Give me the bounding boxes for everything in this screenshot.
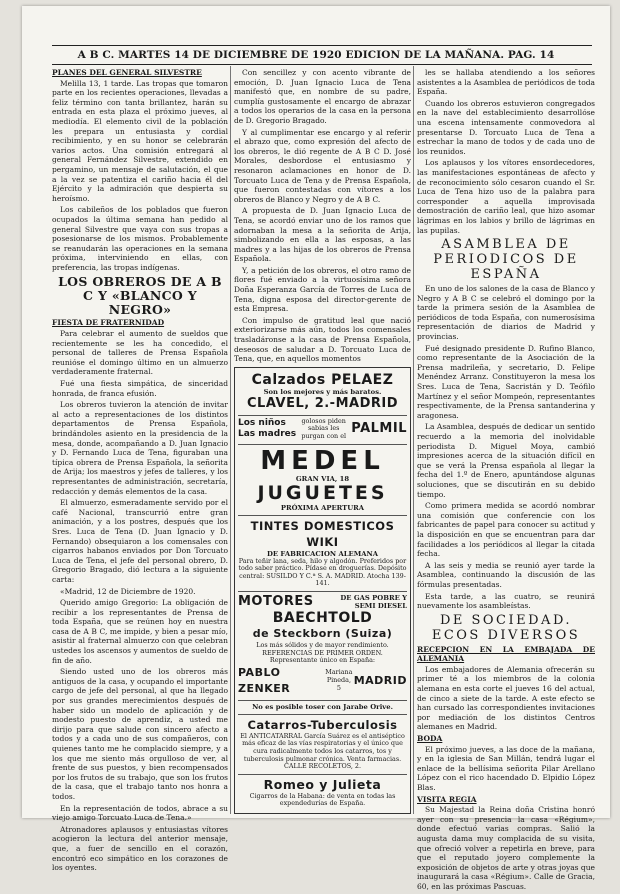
headline-asamblea: ASAMBLEA DE PERIODICOS DE ESPAÑA [433,237,579,283]
article-paragraph: Atronadores aplausos y entusiastas vítores acogieron la lectura del anterior mensaje, que, a fuer de sencillo en el corazón, encontró eco simpático en los corazones de los oyentes. [52,824,228,873]
ad-motores [238,592,407,701]
ad-motores-origin: de Steckborn (Suiza) [252,626,393,640]
ad-catarros-text: El ANTICATARRAL García Suárez es el antiséptico más eficaz de las vías respiratorias y el único que cura radicalmente todos los catarros, tos y tuberculosis pulmonar crónica. Venta farmacias. CALLE RECOLETOS, 2. [240,731,405,771]
article-paragraph: La Asamblea, después de dedicar un sentido recuerdo a la memoria del inolvidable periodista D. Miguel Moya, cambió impresiones acerca de la situación difícil en que se verá la Prensa española al llegar la fecha del 1.º de Enero, apuntándose algunas soluciones, que se discutirán en su debido tiempo. [417,422,595,499]
article-paragraph: Los cabileños de los poblados que fueron ocupados la última semana han pedido al general Silvestre que vaya con sus tropas a posesionarse de los mismos. Probablemente se reanudarán las operaciones en la semana próxima, interviniendo en ellas, con preferencia, las tropas indígenas. [52,205,228,272]
article-paragraph: les se hallaba atendiendo a los señores asistentes a la Asamblea de periódicos de toda España. [417,68,595,97]
subheading-fiesta: FIESTA DE FRATERNIDAD [52,318,165,328]
ad-tintes-text: Para teñir lana, seda, hilo y algodón. Preferidos por todo saber práctico. Pídase en droguerías. Depósito central: SUSILDO Y C.ª S. A. MADRID. Atocha 139-141. [238,556,407,588]
ad-tintes-name: TINTES DOMESTICOS WIKI [250,518,395,549]
ad-motores-text: Los más sólidos y de mayor rendimiento. REFERENCIAS DE PRIMER ORDEN. Representante único en España: [256,640,389,665]
ad-motores-brand: BAECHTOLD [272,609,373,626]
ad-medel-address: GRAN VIA, 18 [295,474,350,483]
article-paragraph: Su Majestad la Reina doña Cristina honró ayer con su presencia la casa «Régium», donde efectuó varias compras. Salió la augusta dama muy complacida de su visita, que ofreció volver a repetirla en breve, para que el reputado joyero complemente la exposición de objetos de arte y otras joyas que inaugurará la casa «Régium». Calle de Gracia, 60, en las próximas Pascuas. [417,805,595,891]
article-paragraph: Melilla 13, 1 tarde. Las tropas que tomaron parte en los recientes operaciones, llevadas a feliz término con tanta brillantez, harán su entrada en esta plaza el próximo jueves, al mediodía. El elemento civil de la población les prepara un entusiasta y cordial recibimiento, y en su honor se celebrarán varios actos. Una comisión entregará al general Fernández Silvestre, extendido en pergamino, un mensaje de salutación, el que a la vez se patentiza el cariño hacia él del Ejército y la admiración que despierta su heroísmo. [52,78,228,203]
ad-palmil-brand: PALMIL [351,421,407,437]
ad-motores-agent-city: MADRID [353,673,407,687]
article-paragraph: El almuerzo, esmeradamente servido por el café Nacional, transcurrió entre gran animación, y a los postres, después que los Sres. Luca de Tena (D. Juan Ignacio y D. Fernando) obsequiaron a los comensales con cigarros habanos enviados por Don Torcuato Luca de Tena, el jefe del personal obrero, D. Gregorio Bragado, dió lectura a la siguiente carta: [52,498,228,584]
header-rule-top [52,45,592,46]
letter-paragraph: Querido amigo Gregorio: La obligación de recibir a los representantes de Prensa de toda España, que se reúnen hoy en nuestra casa de A B C, me impide, y bien a pesar mío, asistir al fraternal almuerzo con que celebran ustedes los ascensos y aumentos de sueldo de fin de año. [52,598,228,665]
page-header: A B C. MARTES 14 DE DICIEMBRE DE 1920 EDICION DE LA MAÑANA. PAG. 14 [77,49,555,61]
ad-motores-agent-address: Mariana Pineda, 5 [325,668,353,692]
ad-motores-agent: PABLO ZENKER [238,665,291,695]
letter-paragraph: Siendo usted uno de los obreros más antiguos de la casa, y ocupando el importante cargo de jefe del personal, al que ha llegado por sus grandes merecimientos después de haber sido un modelo de aplicación y de modesto puesto de aprendiz, a usted me dirijo para que salude con sincero afecto a todos y a cada uno de sus compañeros, con quienes tanto me he complacido siempre, y a los que me siento más orgulloso de ver, al frente de sus puestos, y bien recompensados por los frutos de su trabajo, que son los frutos de la casa, que el trabajo tanto nos honra a todos. [52,667,228,801]
article-paragraph: Y al cumplimentar ese encargo y al referir el abrazo que, como expresión del afecto de los obreros, le dió regente de A B C D. José Morales, desbordose el entusiasmo y resonaron aclamaciones en honor de D. Torcuato Luca de Tena y de Prensa Española, que fueron contestadas con vítores a los obreros de Blanco y Negro y de A B C. [234,127,411,204]
article-paragraph: Como primera medida se acordó nombrar una comisión que conferencie con los fabricantes de papel para conocer su actitud y la disposición en que se encuentran para dar facilidades a los periódicos al llegar la citada fecha. [417,501,595,559]
ad-palmil-middle: golosos piden sabias les purgan con el [301,416,347,440]
ad-catarros [238,715,407,775]
column-middle [234,68,411,814]
article-paragraph: Con sencillez y con acento vibrante de emoción, D. Juan Ignacio Luca de Tena manifestó que, en nombre de su padre, cumplía gustosamente el encargo de abrazar a todos los operarios de la casa en la persona de D. Gregorio Bragado. [234,68,411,125]
ad-medel [238,445,407,516]
article-paragraph: Los obreros tuvieron la atención de invitar al acto a representaciones de los distintos departamentos de Prensa Española, brindándoles asiento en la presidencia de la mesa, donde, acompañando a D. Juan Ignacio y D. Fernando Luca de Tena, figuraban una típica obrera de Prensa Española, la señorita de Arija; los maestros y jefes de talleres, y los representantes de administración, secretaría, redacción y demás elementos de la casa. [52,400,228,496]
letter-date: «Madrid, 12 de Diciembre de 1920. [60,586,196,596]
article-paragraph: El próximo jueves, a las doce de la mañana, y en la iglesia de San Millán, tendrá lugar el enlace de la bellísima señorita Pilar Arellano López con el rico hacendado D. Elpidio López Blas. [417,744,595,792]
article-paragraph: Los aplausos y los vítores ensordecedores, las manifestaciones espontáneas de afecto y de reconocimiento sólo cesaron cuando el Sr. Luca de Tena hizo uso de la palabra para corresponder a aquella improvisada demostración de cariño leal, que hizo asomar lágrimas en los labios y brillo de lágrimas en las pupilas. [417,158,595,235]
ad-palmil [238,416,407,445]
ad-calzados-name: Calzados PELAEZ [251,371,394,388]
article-paragraph: Para celebrar el aumento de sueldos que recientemente se les ha concedido, el personal de talleres de Prensa Española reunióse el domingo último en un almuerzo verdaderamente fraternal. [52,329,228,377]
ad-jarabe: No es posible toser con Jarabe Orive. [238,701,407,715]
column-divider [230,66,231,814]
article-paragraph: Los embajadores de Alemania ofrecerán su primer té a los miembros de la colonia alemana en esta corte el jueves 16 del actual, de cinco a siete de la tarde. A este efecto se han cursado las correspondientes invitaciones por mediación de los distintos Centros alemanes en Madrid. [417,664,595,732]
ad-tintes [238,516,407,592]
section-heading-planes: PLANES DEL GENERAL SILVESTRE [52,68,202,77]
article-paragraph: Y, a petición de los obreros, el otro ramo de flores fué enviado a la virtuosísima señora Doña Esperanza García de Torres de Luca de Tena, digna esposa del director-gerente de esta Empresa. [234,265,411,314]
ad-romeo-head: Romeo y Julieta [263,776,382,792]
subheading-recepcion: RECEPCION EN LA EMBAJADA DE ALEMANIA [417,644,595,664]
ad-calzados [238,370,407,416]
ad-romeo [238,775,407,811]
subheading-visita: VISITA REGIA [417,794,477,804]
article-paragraph: Fué una fiesta simpática, de sinceridad honrada, de franca efusión. [52,379,228,398]
ad-tintes-sub: DE FABRICACION ALEMANA [266,549,378,558]
ad-palmil-line2: Las madres [238,429,297,440]
ad-palmil-line1: Los niños [238,418,286,429]
ad-catarros-head: Catarros-Tuberculosis [247,717,398,732]
ad-calzados-slogan: Son los mejores y más baratos. [263,387,382,396]
headline-sociedad: DE SOCIEDAD. ECOS DIVERSOS [431,612,581,643]
ad-medel-opening: PRÓXIMA APERTURA [280,503,365,512]
ad-calzados-address: CLAVEL, 2.-MADRID [247,395,398,411]
headline-obreros: LOS OBREROS DE A B C Y «BLANCO Y NEGRO» [58,274,222,318]
article-paragraph: Cuando los obreros estuvieron congregados en la nave del establecimiento desarrollóse una escena intensamente conmovedora al presentarse D. Torcuato Luca de Tena a estrechar la mano de todos y de cada uno de los reunidos. [417,98,595,156]
ad-romeo-text: Cigarros de la Habana: de venta en todas las expendedurías de España. [249,791,396,808]
article-paragraph: Con impulso de gratitud leal que nació exteriorizarse más aún, todos los comensales trasladáronse a la casa de Prensa Española, deseosos de saludar a D. Torcuato Luca de Tena, que, en aquellos momentos [234,315,411,364]
subheading-boda: BODA [417,734,443,744]
advertisement-block [234,367,411,814]
letter-signature: En la representación de todos, abrace a su viejo amigo Torcuato Luca de Tena.» [52,803,228,823]
newspaper-page [22,6,610,891]
article-paragraph: Fué designado presidente D. Rufino Blanco, como representante de la Asociación de la Prensa madrileña, y secretario, D. Felipe Menéndez Arranz. Constituyeron la mesa los Sres. Luca de Tena, Sacristán y D. Teófilo Martínez y el señor Mompeón, representantes respectivamente, de la Prensa santanderina y aragonesa. [417,343,595,420]
ad-motores-head: MOTORES [238,593,314,609]
ad-medel-name: MEDEL [260,445,385,476]
ad-motores-side: DE GAS POBRE Y SEMI DIESEL [340,593,407,610]
article-paragraph: A las seis y media se reunió ayer tarde la Asamblea, continuando la discusión de las fórmulas presentadas. [417,560,595,589]
column-right [417,68,595,894]
article-paragraph: En uno de los salones de la casa de Blanco y Negro y A B C se celebró el domingo por la tarde la primera sesión de la Asamblea de periódicos de toda España, con numerosísima representación de diarios de Madrid y provincias. [417,284,595,342]
article-paragraph: A propuesta de D. Juan Ignacio Luca de Tena, se acordó enviar uno de los ramos que adornaban la mesa a la señorita de Arija, simbolizando en ella a las esposas, a las madres y a las hijas de los obreros de Prensa Española. [234,206,411,264]
header-rule-bottom [52,64,592,65]
column-divider [413,66,414,814]
column-left [52,68,228,875]
article-paragraph: Esta tarde, a las cuatro, se reunirá nuevamente los asambleístas. [417,591,595,611]
ad-medel-juguetes: JUGUETES [257,481,388,504]
